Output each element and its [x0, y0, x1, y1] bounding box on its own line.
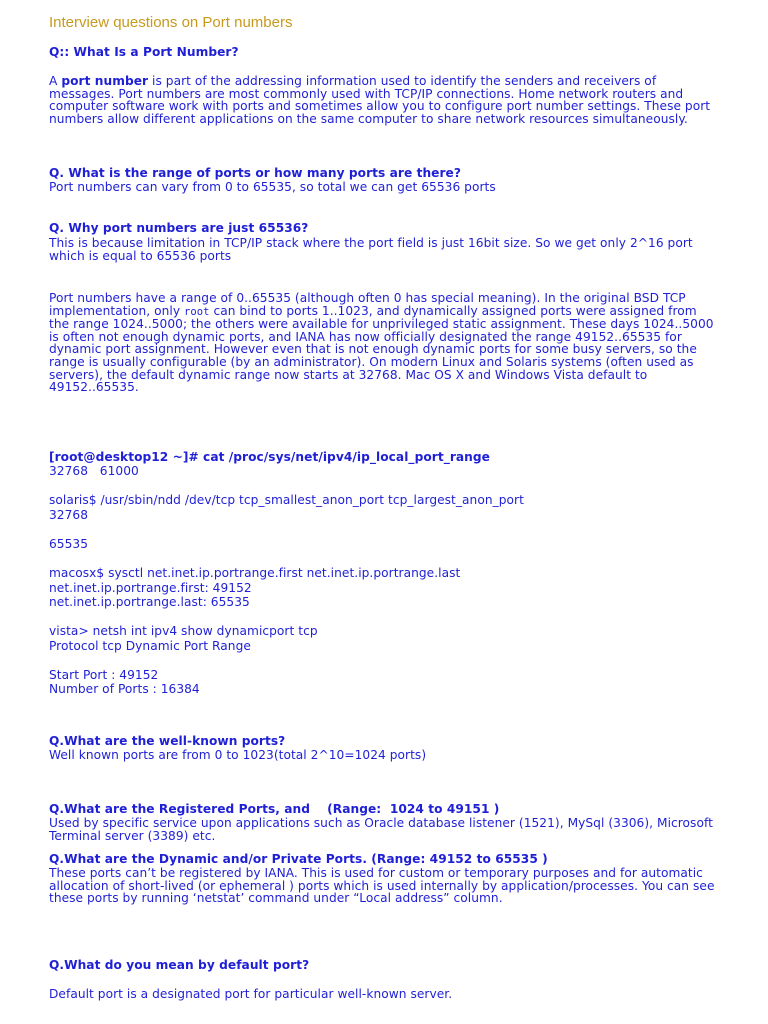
question-why-65536: Q. Why port numbers are just 65536?: [49, 221, 309, 235]
answer-port-number: [49, 75, 719, 125]
question-well-known-ports: Q.What are the well-known ports?: [49, 734, 286, 748]
question-default-port: Q.What do you mean by default port?: [49, 958, 310, 972]
mac-output-last: net.inet.ip.portrange.last: 65535: [49, 595, 250, 609]
linux-command: [root@desktop12 ~]# cat /proc/sys/net/ipv4/ip_local_port_range: [49, 450, 490, 464]
vista-output-start-port: Start Port : 49152: [49, 668, 159, 682]
answer-port-number-bold: port number: [61, 74, 149, 88]
answer-port-range: Port numbers can vary from 0 to 65535, so total we can get 65536 ports: [49, 180, 496, 194]
question-port-range: Q. What is the range of ports or how many ports are there?: [49, 166, 461, 180]
solaris-output-min: 32768: [49, 508, 89, 522]
answer-dynamic-ports: These ports can’t be registered by IANA. This is used for custom or temporary purposes and for automatic allocation of short-lived (or ephemeral ) ports which is used internally by application/processes. You can see these ports by running ‘netstat’ command under “Local address” column.: [49, 866, 715, 906]
port-range-paragraph: [49, 292, 719, 394]
answer-default-port: Default port is a designated port for particular well-known server.: [49, 987, 453, 1001]
answer-port-number-pre: A: [49, 74, 62, 88]
question-port-number: Q:: What Is a Port Number?: [49, 45, 239, 59]
solaris-output-max: 65535: [49, 537, 89, 551]
vista-output-number-of-ports: Number of Ports : 16384: [49, 682, 200, 696]
answer-port-number-post: is part of the addressing information used to identify the senders and receivers of messages. Port numbers are most commonly used with TCP/IP connections. Home network routers and computer software work with ports and sometimes allow you to configure port number settings. These port numbers allow different applications on the same computer to share network resources simultaneously.: [49, 74, 711, 126]
linux-output: 32768 61000: [49, 464, 139, 478]
mac-output-first: net.inet.ip.portrange.first: 49152: [49, 581, 252, 595]
answer-well-known-ports: Well known ports are from 0 to 1023(total 2^10=1024 ports): [49, 748, 427, 762]
vista-output-header: Protocol tcp Dynamic Port Range: [49, 639, 251, 653]
vista-command: vista> netsh int ipv4 show dynamicport tcp: [49, 624, 318, 638]
mac-command: macosx$ sysctl net.inet.ip.portrange.first net.inet.ip.portrange.last: [49, 566, 461, 580]
question-dynamic-ports: Q.What are the Dynamic and/or Private Ports. (Range: 49152 to 65535 ): [49, 852, 548, 866]
question-registered-ports: Q.What are the Registered Ports, and (Range: 1024 to 49151 ): [49, 802, 500, 816]
solaris-command: solaris$ /usr/sbin/ndd /dev/tcp tcp_smallest_anon_port tcp_largest_anon_port: [49, 493, 524, 507]
answer-registered-ports: Used by specific service upon applications such as Oracle database listener (1521), MySql (3306), Microsoft Terminal server (3389) etc.: [49, 816, 713, 843]
port-range-paragraph-pre: Port numbers have a range of 0..65535 (although often 0 has special meaning). In the original BSD TCP implementation, only: [49, 291, 686, 318]
answer-why-65536: This is because limitation in TCP/IP stack where the port field is just 16bit size. So we get only 2^16 port which is equal to 65536 ports: [49, 236, 693, 263]
port-range-paragraph-post: can bind to ports 1..1023, and dynamically assigned ports were assigned from the range 1024..5000; the others were available for unprivileged static assignment. These days 1024..5000 is often not enough dynamic ports, and IANA has now officially designated the range 49152..65535 for dynamic port assignment. However even that is not enough dynamic ports for some busy servers, so the range is usually configurable (by an administrator). On modern Linux and Solaris systems (often used as servers), the default dynamic range now starts at 32768. Mac OS X and Windows Vista default to 49152..65535.: [49, 303, 714, 395]
root-keyword: root: [184, 305, 210, 318]
document-title: Interview questions on Port numbers: [49, 14, 293, 31]
document-page: [49, 0, 719, 1024]
